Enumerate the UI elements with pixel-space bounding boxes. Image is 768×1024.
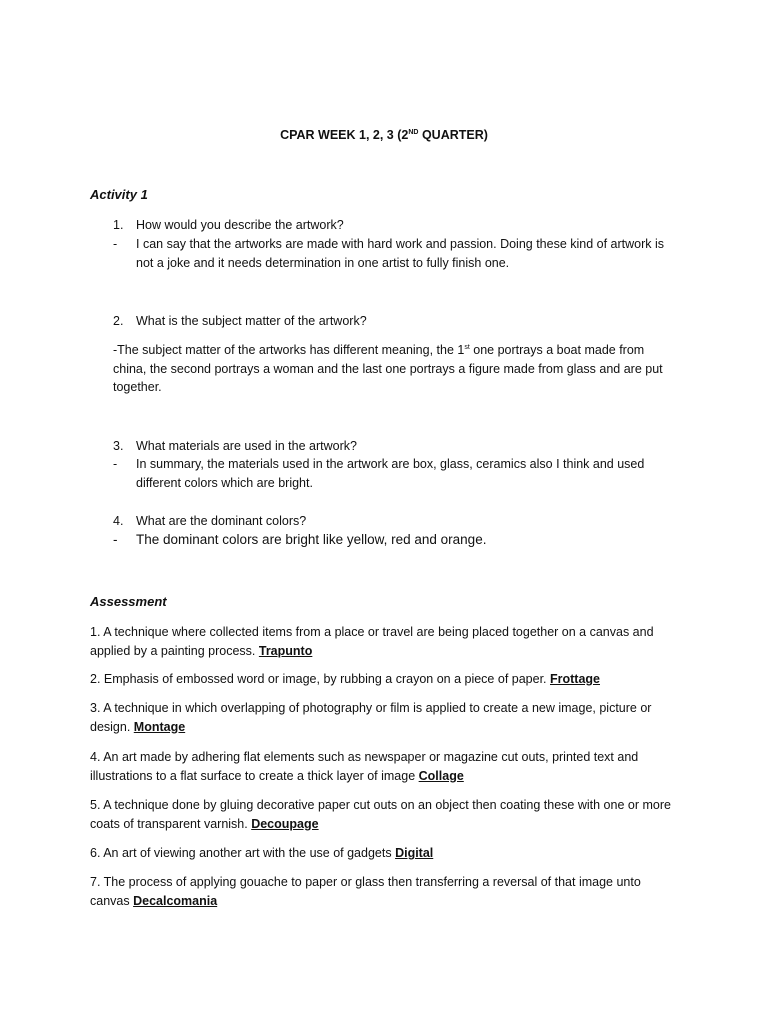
question-text: What is the subject matter of the artwork? — [136, 314, 367, 328]
item-answer: Collage — [418, 768, 464, 783]
question-text: What materials are used in the artwork? — [136, 439, 357, 453]
page-title — [0, 126, 768, 145]
item-answer: Digital — [395, 846, 434, 860]
item-answer: Frottage — [550, 672, 600, 686]
question-number: 2. — [113, 314, 124, 328]
item-text: 7. The process of applying gouache to paper or glass then transferring a reversal of that image unto canvas — [90, 875, 641, 908]
title-superscript: ND — [408, 128, 419, 136]
item-text: 4. An art made by adhering flat elements such as newspaper or magazine cut outs, printed text and illustrations to a flat surface to create a thick layer of image — [90, 750, 639, 783]
title-suffix: QUARTER) — [418, 128, 488, 142]
assessment-item-3 — [90, 699, 680, 736]
assessment-item-2 — [90, 670, 680, 689]
answer-dash: - — [113, 532, 118, 547]
item-text: 5. A technique done by gluing decorative paper cut outs on an object then coating these with one or more coats of transparent varnish. — [90, 798, 671, 831]
title-text: CPAR WEEK 1, 2, 3 (2 — [280, 128, 409, 142]
answer-3 — [113, 455, 678, 492]
item-answer: Decoupage — [251, 816, 319, 831]
item-answer: Montage — [133, 719, 186, 734]
answer-2 — [113, 341, 678, 397]
assessment-item-4 — [90, 748, 680, 785]
question-text: What are the dominant colors? — [136, 514, 307, 528]
answer-text: -The subject matter of the artworks has different meaning, the 1 — [113, 343, 465, 357]
assessment-item-7 — [90, 873, 680, 910]
assessment-item-6 — [90, 844, 680, 863]
question-text: How would you describe the artwork? — [136, 218, 344, 232]
item-text: 2. Emphasis of embossed word or image, by rubbing a crayon on a piece of paper. — [90, 672, 550, 686]
question-number: 3. — [113, 439, 124, 453]
answer-1 — [113, 235, 678, 272]
question-3 — [113, 437, 693, 456]
answer-text: The dominant colors are bright like yellow, red and orange. — [136, 532, 487, 547]
question-4 — [113, 512, 693, 531]
item-answer: Trapunto — [258, 643, 313, 658]
answer-text: I can say that the artworks are made with hard work and passion. Doing these kind of artwork is not a joke and it needs determination in one artist to fully finish one. — [136, 237, 665, 270]
answer-dash: - — [113, 237, 118, 251]
answer-dash: - — [113, 457, 118, 471]
item-text: 1. A technique where collected items from a place or travel are being placed together on a canvas and applied by a painting process. — [90, 625, 654, 658]
item-text: 3. A technique in which overlapping of photography or film is applied to create a new image, picture or design. — [90, 701, 652, 734]
answer-superscript: st — [464, 343, 470, 351]
answer-4 — [113, 531, 678, 550]
question-number: 4. — [113, 514, 124, 528]
assessment-heading: Assessment — [90, 594, 167, 609]
question-1 — [113, 216, 693, 235]
answer-text: In summary, the materials used in the artwork are box, glass, ceramics also I think and used different colors which are bright. — [136, 457, 645, 490]
assessment-item-1 — [90, 623, 680, 660]
item-text: 6. An art of viewing another art with the use of gadgets — [90, 846, 396, 860]
assessment-item-5 — [90, 796, 680, 833]
question-number: 1. — [113, 218, 124, 232]
activity-heading: Activity 1 — [90, 187, 148, 202]
item-answer: Decalcomania — [133, 893, 218, 908]
question-2 — [113, 312, 693, 331]
answer-text-continued: one portrays a boat made from china, the second portrays a woman and the last one portrays a figure made from glass and are put together. — [113, 343, 663, 394]
